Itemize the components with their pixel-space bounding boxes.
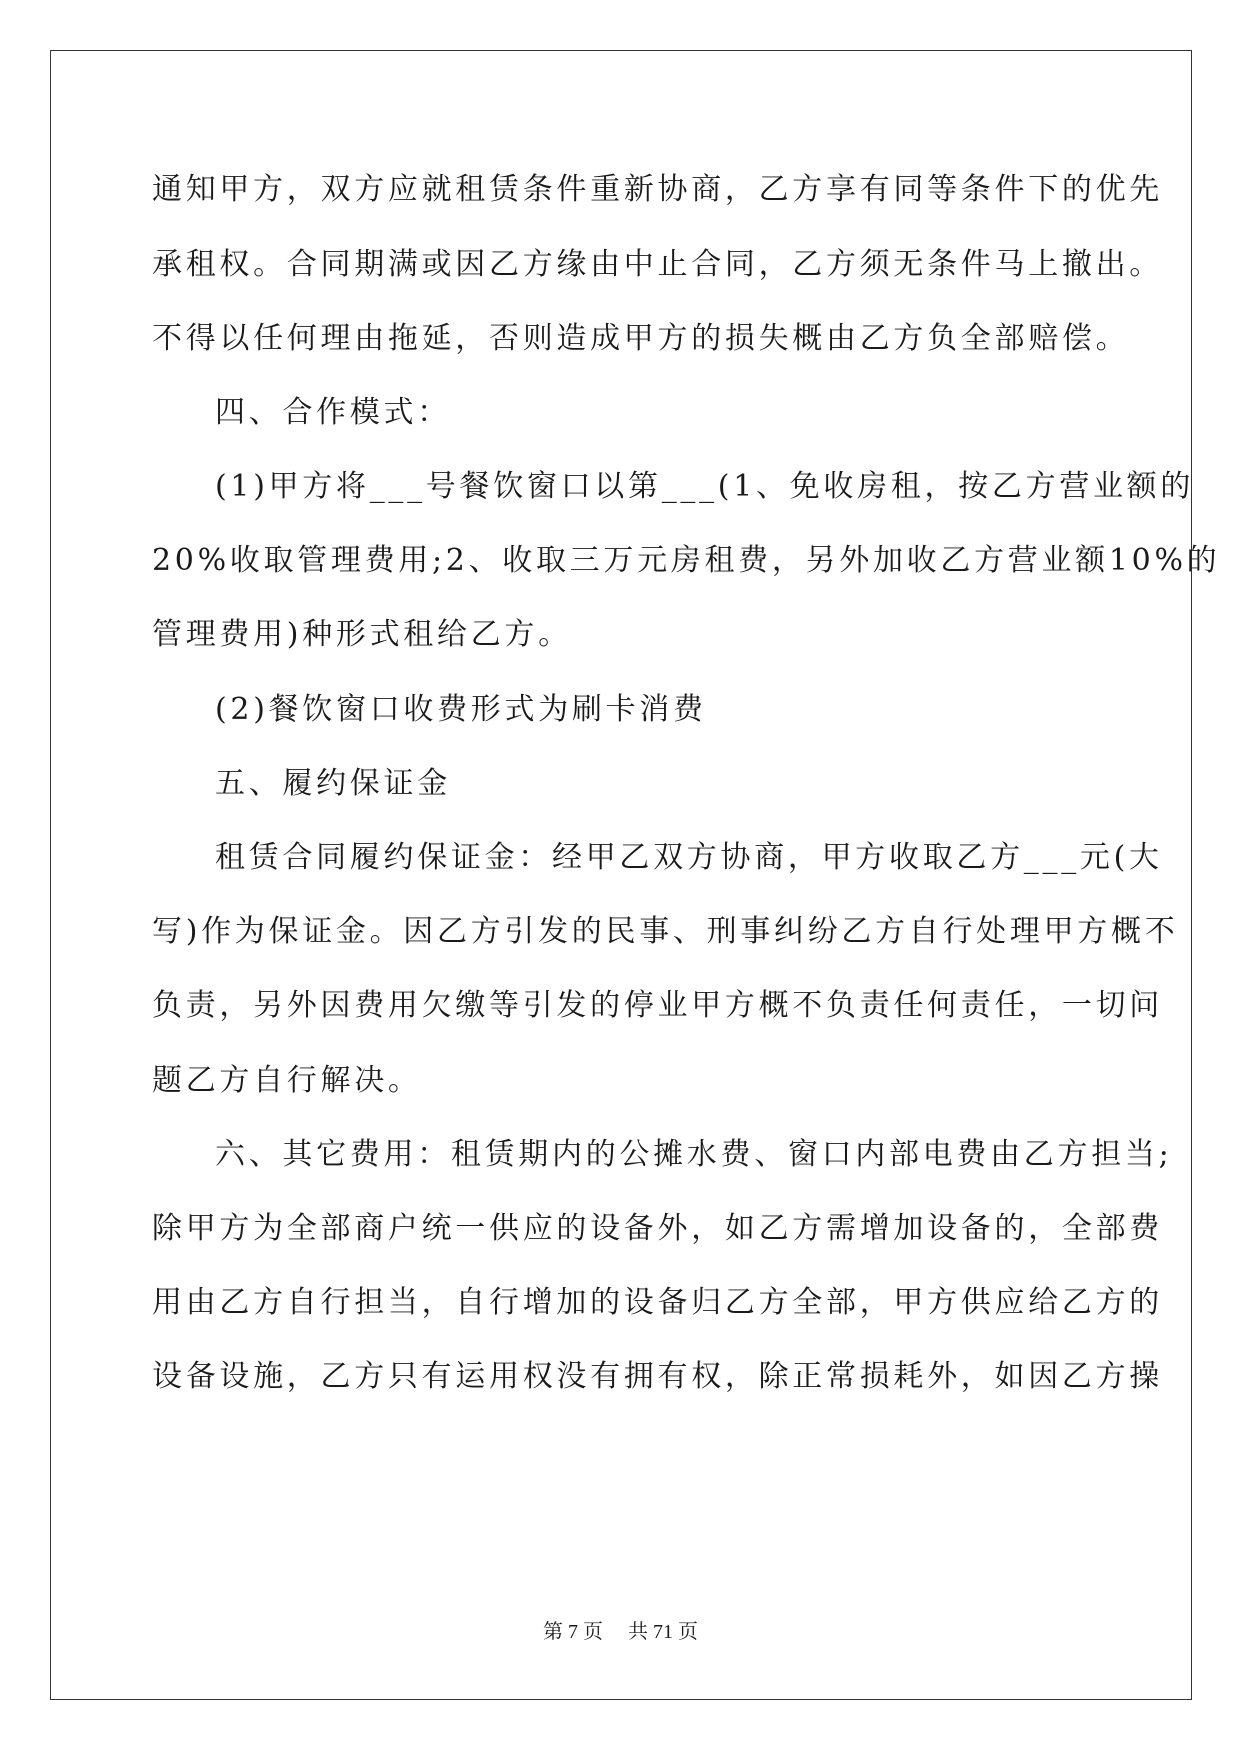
section-heading: 五、履约保证金 xyxy=(215,766,451,801)
text-line: (2)餐饮窗口收费形式为刷卡消费 xyxy=(215,692,707,727)
text-line: 写)作为保证金。因乙方引发的民事、刑事纠纷乙方自行处理甲方概不 xyxy=(152,914,1179,949)
section-heading: 四、合作模式： xyxy=(215,395,451,430)
text-line: 20%收取管理费用;2、收取三万元房租费，另外加收乙方营业额10%的 xyxy=(152,543,1221,578)
text-line: 负责，另外因费用欠缴等引发的停业甲方概不负责任何责任，一切问 xyxy=(152,988,1163,1023)
page-total: 共 71 页 xyxy=(628,1621,698,1643)
text-line: 租赁合同履约保证金：经甲乙双方协商，甲方收取乙方___元(大 xyxy=(215,840,1163,875)
text-line: 承租权。合同期满或因乙方缘由中止合同，乙方须无条件马上撤出。 xyxy=(152,247,1163,282)
text-line: 六、其它费用：租赁期内的公摊水费、窗口内部电费由乙方担当; xyxy=(215,1137,1173,1172)
text-line: 用由乙方自行担当，自行增加的设备归乙方全部，甲方供应给乙方的 xyxy=(152,1285,1163,1320)
text-line: 设备设施，乙方只有运用权没有拥有权，除正常损耗外，如因乙方操 xyxy=(152,1359,1163,1394)
text-line: 除甲方为全部商户统一供应的设备外，如乙方需增加设备的，全部费 xyxy=(152,1211,1163,1246)
page-footer xyxy=(0,1620,1241,1644)
page-number: 第 7 页 xyxy=(543,1621,603,1643)
text-line: (1)甲方将___号餐饮窗口以第___(1、免收房租，按乙方营业额的 xyxy=(215,469,1195,504)
text-line: 管理费用)种形式租给乙方。 xyxy=(152,617,572,652)
text-line: 题乙方自行解决。 xyxy=(152,1063,422,1098)
text-line: 通知甲方，双方应就租赁条件重新协商，乙方享有同等条件下的优先 xyxy=(152,172,1163,207)
text-line: 不得以任何理由拖延，否则造成甲方的损失概由乙方负全部赔偿。 xyxy=(152,321,1130,356)
